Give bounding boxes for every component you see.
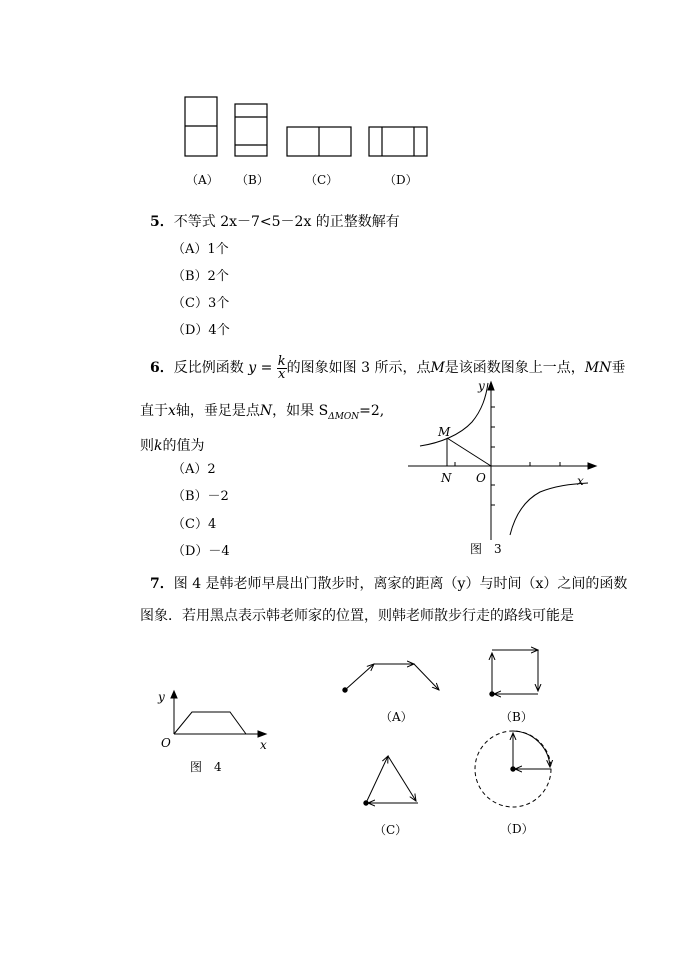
q6-point-m: M bbox=[430, 360, 445, 376]
q6-text-c: 是该函数图象上一点， bbox=[444, 360, 585, 376]
q5-text: 不等式 2x－7<5－2x 的正整数解有 bbox=[173, 214, 400, 230]
q5-option-a: （A）1个 bbox=[172, 242, 229, 257]
q6-point-n: N bbox=[259, 403, 273, 419]
q6-l2-b: 轴，垂足是点 bbox=[175, 403, 260, 419]
q6-l2-d: =2, bbox=[359, 403, 385, 419]
q6-frac-den: x bbox=[278, 366, 286, 382]
fig3-caption: 图 3 bbox=[470, 542, 502, 556]
fig4-caption: 图 4 bbox=[190, 760, 222, 774]
q7-label-a: （A） bbox=[380, 710, 413, 724]
q7-label-c: （C） bbox=[374, 823, 408, 837]
q6-text-b: 的图象如图 3 所示，点 bbox=[286, 360, 431, 376]
q7-label-d: （D） bbox=[500, 822, 534, 836]
q6-frac-num: k bbox=[277, 353, 286, 369]
fig3-label-m: M bbox=[438, 425, 451, 439]
q6-k-var: k bbox=[154, 438, 163, 454]
q7-number: 7． bbox=[150, 576, 174, 592]
q6-l2-a: 直于 bbox=[140, 403, 168, 419]
fig4-label-o: O bbox=[161, 736, 171, 750]
q5-option-c: （C）3个 bbox=[172, 296, 230, 311]
q6-text-a: 反比例函数 bbox=[173, 360, 244, 376]
q5-option-d: （D）4个 bbox=[172, 323, 230, 338]
q6-option-b: （B）－2 bbox=[172, 489, 229, 504]
q5-number: 5． bbox=[150, 214, 174, 230]
q6-option-d: （D）－4 bbox=[172, 544, 230, 559]
q7-label-b: （B） bbox=[500, 710, 533, 724]
view-label-d: （D） bbox=[384, 173, 418, 187]
q6-number: 6． bbox=[150, 360, 174, 376]
q5-option-b: （B）2个 bbox=[172, 269, 229, 284]
q6-l3-a: 则 bbox=[140, 438, 154, 454]
q6-x-var: x bbox=[168, 403, 176, 419]
view-label-a: （A） bbox=[186, 173, 219, 187]
q7-text-1: 图 4 是韩老师早晨出门散步时，离家的距离（y）与时间（x）之间的函数 bbox=[173, 576, 628, 592]
fig3-label-x: x bbox=[577, 474, 584, 488]
q6-seg-mn: MN bbox=[584, 360, 612, 376]
q6-l2-c: ，如果 S bbox=[272, 403, 329, 419]
view-label-c: （C） bbox=[305, 173, 339, 187]
q6-text-d: 垂 bbox=[611, 360, 626, 376]
q6-option-c: （C）4 bbox=[172, 517, 217, 532]
q6-option-a: （A）2 bbox=[172, 462, 216, 477]
fig4-label-y: y bbox=[158, 690, 165, 704]
view-label-b: （B） bbox=[236, 173, 269, 187]
fig3-label-o: O bbox=[476, 471, 486, 485]
fig3-label-n: N bbox=[441, 471, 452, 485]
q6-subscript: ΔMON bbox=[328, 411, 360, 422]
fig3-label-y: y bbox=[478, 379, 485, 393]
q7-stem-line2: 图象．若用黑点表示韩老师家的位置，则韩老师散步行走的路线可能是 bbox=[140, 608, 574, 624]
q6-y-eq: y = bbox=[248, 360, 273, 376]
q6-l3-b: 的值为 bbox=[162, 438, 205, 454]
fig4-label-x: x bbox=[260, 738, 267, 752]
